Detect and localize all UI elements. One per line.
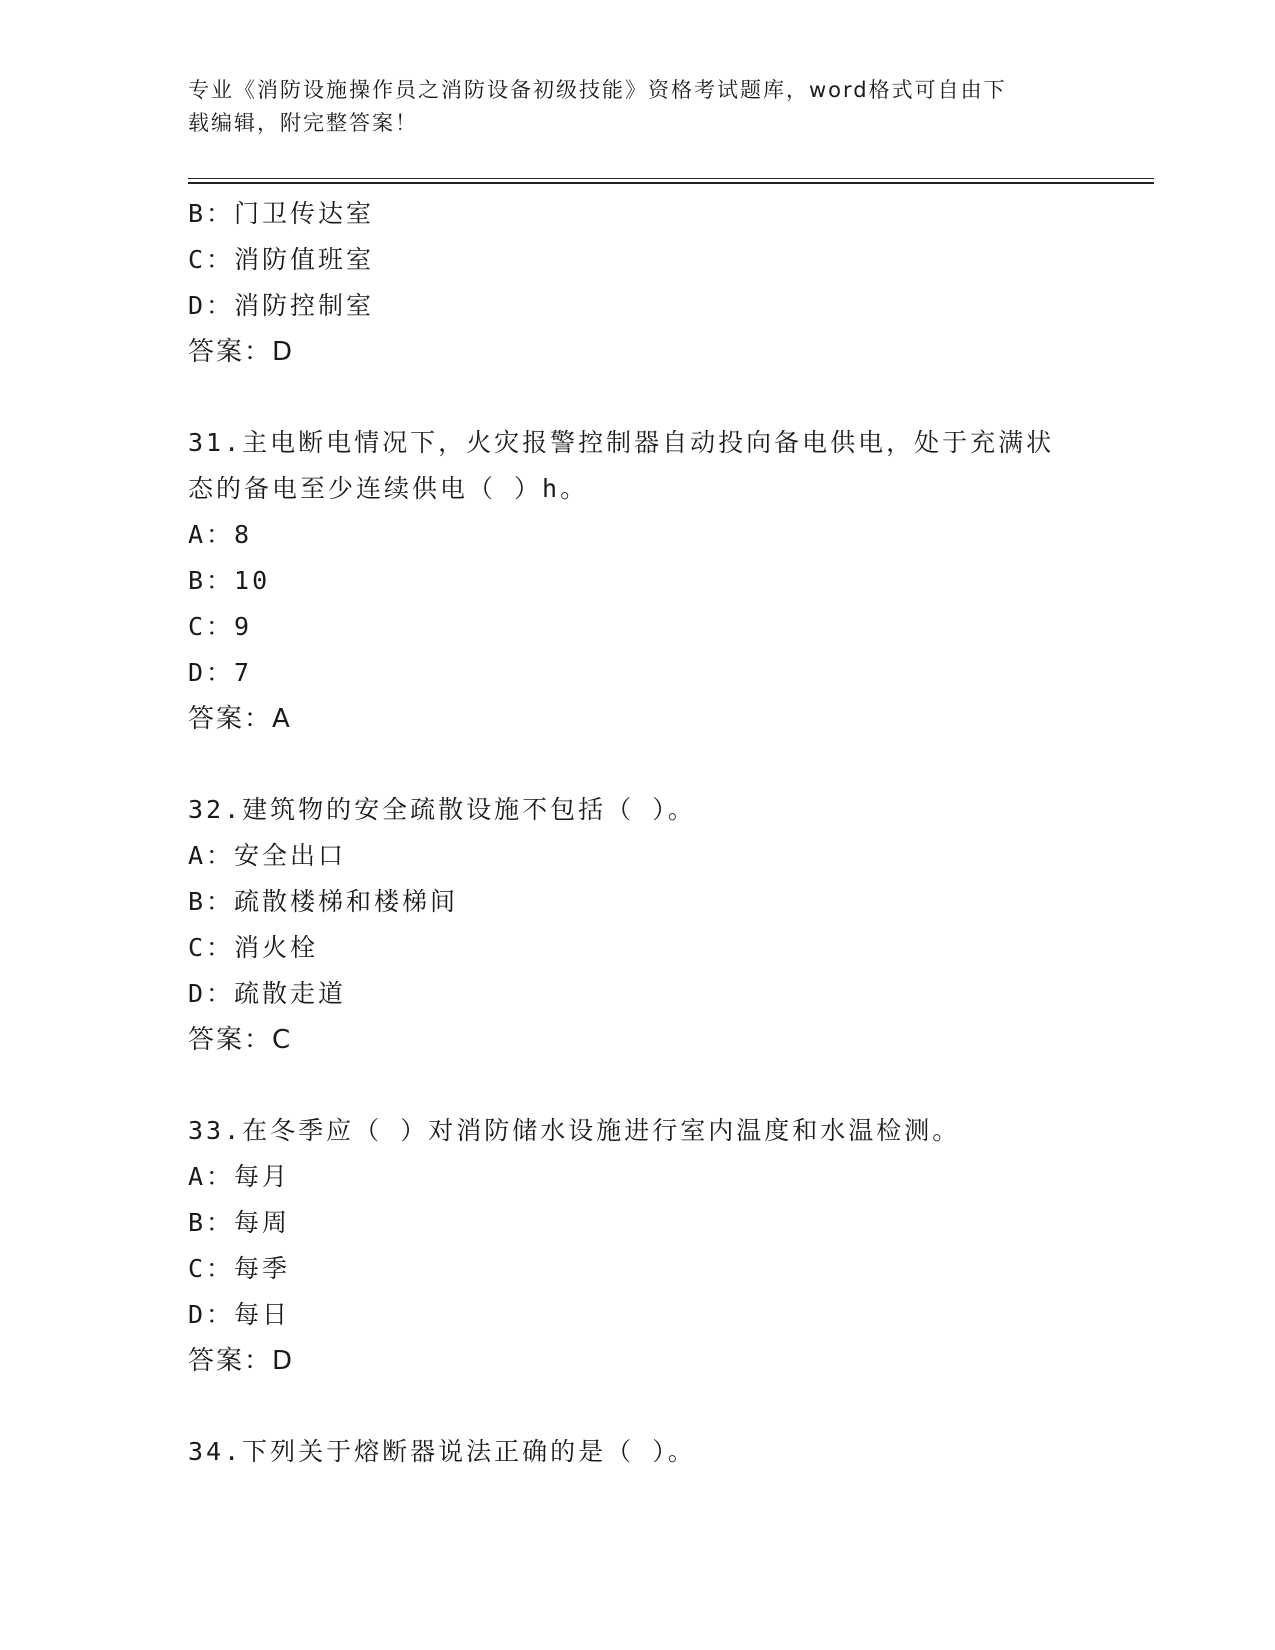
option-b: B：每周 [188, 1208, 291, 1237]
option-d: D：消防控制室 [188, 291, 375, 320]
option-d: D：每日 [188, 1300, 291, 1329]
answer-line: 答案：D [188, 337, 295, 367]
spacer [188, 742, 1088, 787]
question-31 [188, 420, 1088, 742]
option-c: C：消防值班室 [188, 245, 375, 274]
spacer [188, 375, 1088, 420]
header-line-2: 载编辑，附完整答案！ [188, 111, 418, 135]
answer-line: 答案：C [188, 1025, 293, 1055]
option-b: B：10 [188, 566, 271, 595]
option-a: A：8 [188, 520, 253, 549]
option-c: C：9 [188, 612, 253, 641]
question-list [188, 191, 1088, 1475]
question-33 [188, 1108, 1088, 1384]
header-divider-thick [188, 182, 1154, 184]
header-line-1: 专业《消防设施操作员之消防设备初级技能》资格考试题库，word格式可自由下 [188, 78, 1007, 102]
question-stem: 33.在冬季应（ ）对消防储水设施进行室内温度和水温检测。 [188, 1116, 961, 1145]
question-34 [188, 1429, 1088, 1475]
option-b: B：疏散楼梯和楼梯间 [188, 887, 459, 916]
answer-line: 答案：D [188, 1346, 295, 1376]
spacer [188, 1063, 1088, 1108]
question-stem: 32.建筑物的安全疏散设施不包括（ ）。 [188, 795, 696, 824]
question-stem-continued: 态的备电至少连续供电（ ）h。 [188, 474, 589, 503]
option-b: B：门卫传达室 [188, 199, 375, 228]
option-d: D：7 [188, 658, 253, 687]
document-header [188, 74, 1068, 140]
option-d: D：疏散走道 [188, 979, 347, 1008]
question-stem: 34.下列关于熔断器说法正确的是（ ）。 [188, 1437, 696, 1466]
question-32 [188, 787, 1088, 1063]
option-a: A：每月 [188, 1162, 291, 1191]
option-c: C：每季 [188, 1254, 291, 1283]
option-c: C：消火栓 [188, 933, 319, 962]
option-a: A：安全出口 [188, 841, 347, 870]
answer-line: 答案：A [188, 704, 292, 734]
question-stem: 31.主电断电情况下，火灾报警控制器自动投向备电供电，处于充满状 [188, 428, 1055, 457]
question-30-continued [188, 191, 1088, 375]
spacer [188, 1384, 1088, 1429]
header-divider-thin [188, 178, 1154, 179]
